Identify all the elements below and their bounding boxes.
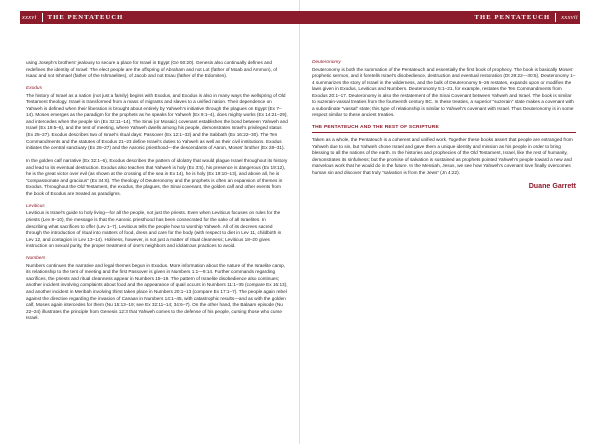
deuteronomy-paragraph: Deuteronomy is both the summation of the Pentateuch and essentially the first book of prophecy. The book is basically Moses’ prophetic sermon, and it foretells Israel’s disobedience, destruction and eventual restoration (Dt 29:22—30:5). Deuteronomy 1–4 summarizes the story of Israel in the wilderness, and the bulk of Deuteronomy 5–26 restates, expands upon or modifies the laws given in Exodus, Leviticus and Numbers. Deuteronomy 5:1–21, for example, restates the Ten Commandments from Exodus 20:1–17. Deuteronomy is also the restatement of the Sinai Covenant between Yahweh and Israel. The book is similar to suzerain-vassal treaties from the fourteenth century BC. In these treaties, a superior “suzerain” state makes a covenant with a subordinate “vassal” state; this type of relationship is similar to Yahweh’s covenant with Israel. Thus Deuteronomy is in some respect similar to these ancient treaties.	[312, 66, 576, 118]
author-signature: Duane Garrett	[528, 181, 576, 190]
deuteronomy-heading: Deuteronomy	[312, 60, 341, 65]
leviticus-paragraph: Leviticus is Israel’s guide to holy living—for all the people, not just the priests. Even when Leviticus focuses on rules for the priests (Lev 8–10), the message is that the Aaronic priesthood has been consecrated for the sake of all Israelites. In describing what sacrifices to offer (Lev 1–7), Leviticus tells the people how to worship Yahweh. All of its decrees sacred through the introduction of ritual into matters of food, dress and care for the body (with respect to diet in Lev 11, childbirth in Lev 12, and contagion in Lev 13–14). Holiness, however, is not just a matter of ritual cleanness; Leviticus 18–20 gives instruction on sexual purity, the proper treatment of one’s neighbors and idolatrous practices to avoid.	[26, 210, 282, 249]
leviticus-heading: Leviticus	[26, 203, 45, 209]
left-running-header	[20, 11, 300, 24]
left-folio: xxxvi	[22, 14, 37, 21]
exodus-paragraph-2: In the golden calf narrative (Ex 32:1–6), Exodus describes the pattern of idolatry that would plague Israel throughout its history and lead to its eventual destruction. Exodus also teaches that Yahweh is holy (Ex 3:5), his presence is dangerous (Ex 19:12), he is the great victor over evil (as shown at the crossing of the sea in Ex 14), he is holy (Ex 19:10–13), and above all, he is “compassionate and gracious” (Ex 34:6). The theology of Deuteronomy and the prophets is often an expansion of themes in Exodus. Throughout the Old Testament, the exodus, the plagues, the Sinai covenant, the golden calf and other events from the book of Exodus are treated as paradigms.	[26, 158, 288, 196]
numbers-heading: Numbers	[26, 256, 46, 262]
left-running-title: THE PENTATEUCH	[47, 14, 124, 21]
exodus-heading: Exodus	[26, 86, 42, 92]
section-rule	[312, 132, 576, 133]
section-heading: THE PENTATEUCH AND THE REST OF SCRIPTURE	[312, 125, 439, 131]
opening-paragraph: using Joseph’s brothers’ jealousy to secure a place for Israel in Egypt (Ge 50:20). Genesis also continually defines and redefines the identity of Israel: The elect people are the offspring of Abraham and not Lot (father of Moab and Ammon), of Isaac and not Ishmael (father of the Ishmaelites), of Jacob and not Esau (father of the Edomites).	[26, 60, 278, 79]
header-separator	[555, 13, 556, 22]
right-running-title: THE PENTATEUCH	[474, 14, 551, 21]
numbers-paragraph: Numbers continues the narrative and legal themes begun in Exodus. More information about the nature of the Israelite camp, its relationship to the tent of meeting and the first Passover is given in Numbers 1:1—9:14. Further commands regarding sacrifices, the priests and ritual cleanness appear in Numbers 15–19. The pattern of Israelite disobedience also continues; another incident involving complaints about food and the appearance of quail occurs in Numbers 11:1–35 (compare Ex 16:13), and another incident in Meribah involving thirst takes place in Numbers 20:1–13 (compare Ex 17:1–7). The people again rebel against the directive regarding the invasion of Canaan in Numbers 14:1–45, with catastrophic results—and as with the golden calf, Moses again intercedes for them (Nu 15:13–19; see Ex 32:11–14; 34:6–7). On the other hand, the Balaam episode (Nu 22–24) illustrates the principle from Genesis 12:3 that Yahweh comes to the defense of his people, cursing those who curse Israel.	[26, 262, 288, 321]
section-paragraph: Taken as a whole, the Pentateuch is a coherent and unified work. Together these books assert that people are estranged from Yahweh due to sin, but Yahweh chose Israel and gave them a unique identity and mission as his people in order to bring blessing to all the nations of the earth. In the histories and prophecies of the Old Testament, Israel, like the rest of humanity, demonstrates its sinfulness; but the promise of salvation is sustained as prophets pointed Yahweh’s people toward a new and marvelous work that he would do in the future. In the Messiah, Jesus, we see how Yahweh’s covenant love finally overcomes human sin and discover that truly “salvation is from the Jews” (Jn 4:22).	[312, 137, 573, 175]
right-text-column	[312, 60, 576, 189]
exodus-paragraph-1: The history of Israel as a nation (not just a family) begins with Exodus, and Exodus is also in many ways the wellspring of Old Testament theology. Israel is transformed from a mass of migrants and slaves to a unified nation. Their dependence on Yahweh is defined when their liberation is brought about entirely by Yahweh’s initiative through the plagues on Egypt (Ex 7–14). Moses emerges as the paradigm for the prophets as he speaks for Yahweh (Ex 9:1–4), does mighty works (Ex 14:21–29), and intercedes when the people sin (Ex 32:11–14). The Sinai (or Mosaic) covenant establishes the bond between Yahweh and Israel (Ex 19:5–6), and the tent of meeting, where Yahweh dwells among his people, demonstrates Israel’s privileged status (Ex 25–27). Exodus describes two of Israel’s ritual days: Passover (Ex 12:1–32) and the Sabbath (Ex 16:22–30). The Ten Commandments and the statutes of Exodus 21–23 define Israel’s duties to Yahweh as well as their civil institutions. Exodus initiates the central sanctuary (Ex 25–27) and the Aaronic priesthood—the descendants of Aaron, Moses’ brother (Ex 28–31).	[26, 92, 288, 151]
left-text-column	[26, 60, 288, 328]
right-running-header	[300, 11, 580, 24]
header-separator	[42, 13, 43, 22]
right-page	[300, 0, 600, 444]
right-folio: xxxvii	[561, 14, 578, 21]
